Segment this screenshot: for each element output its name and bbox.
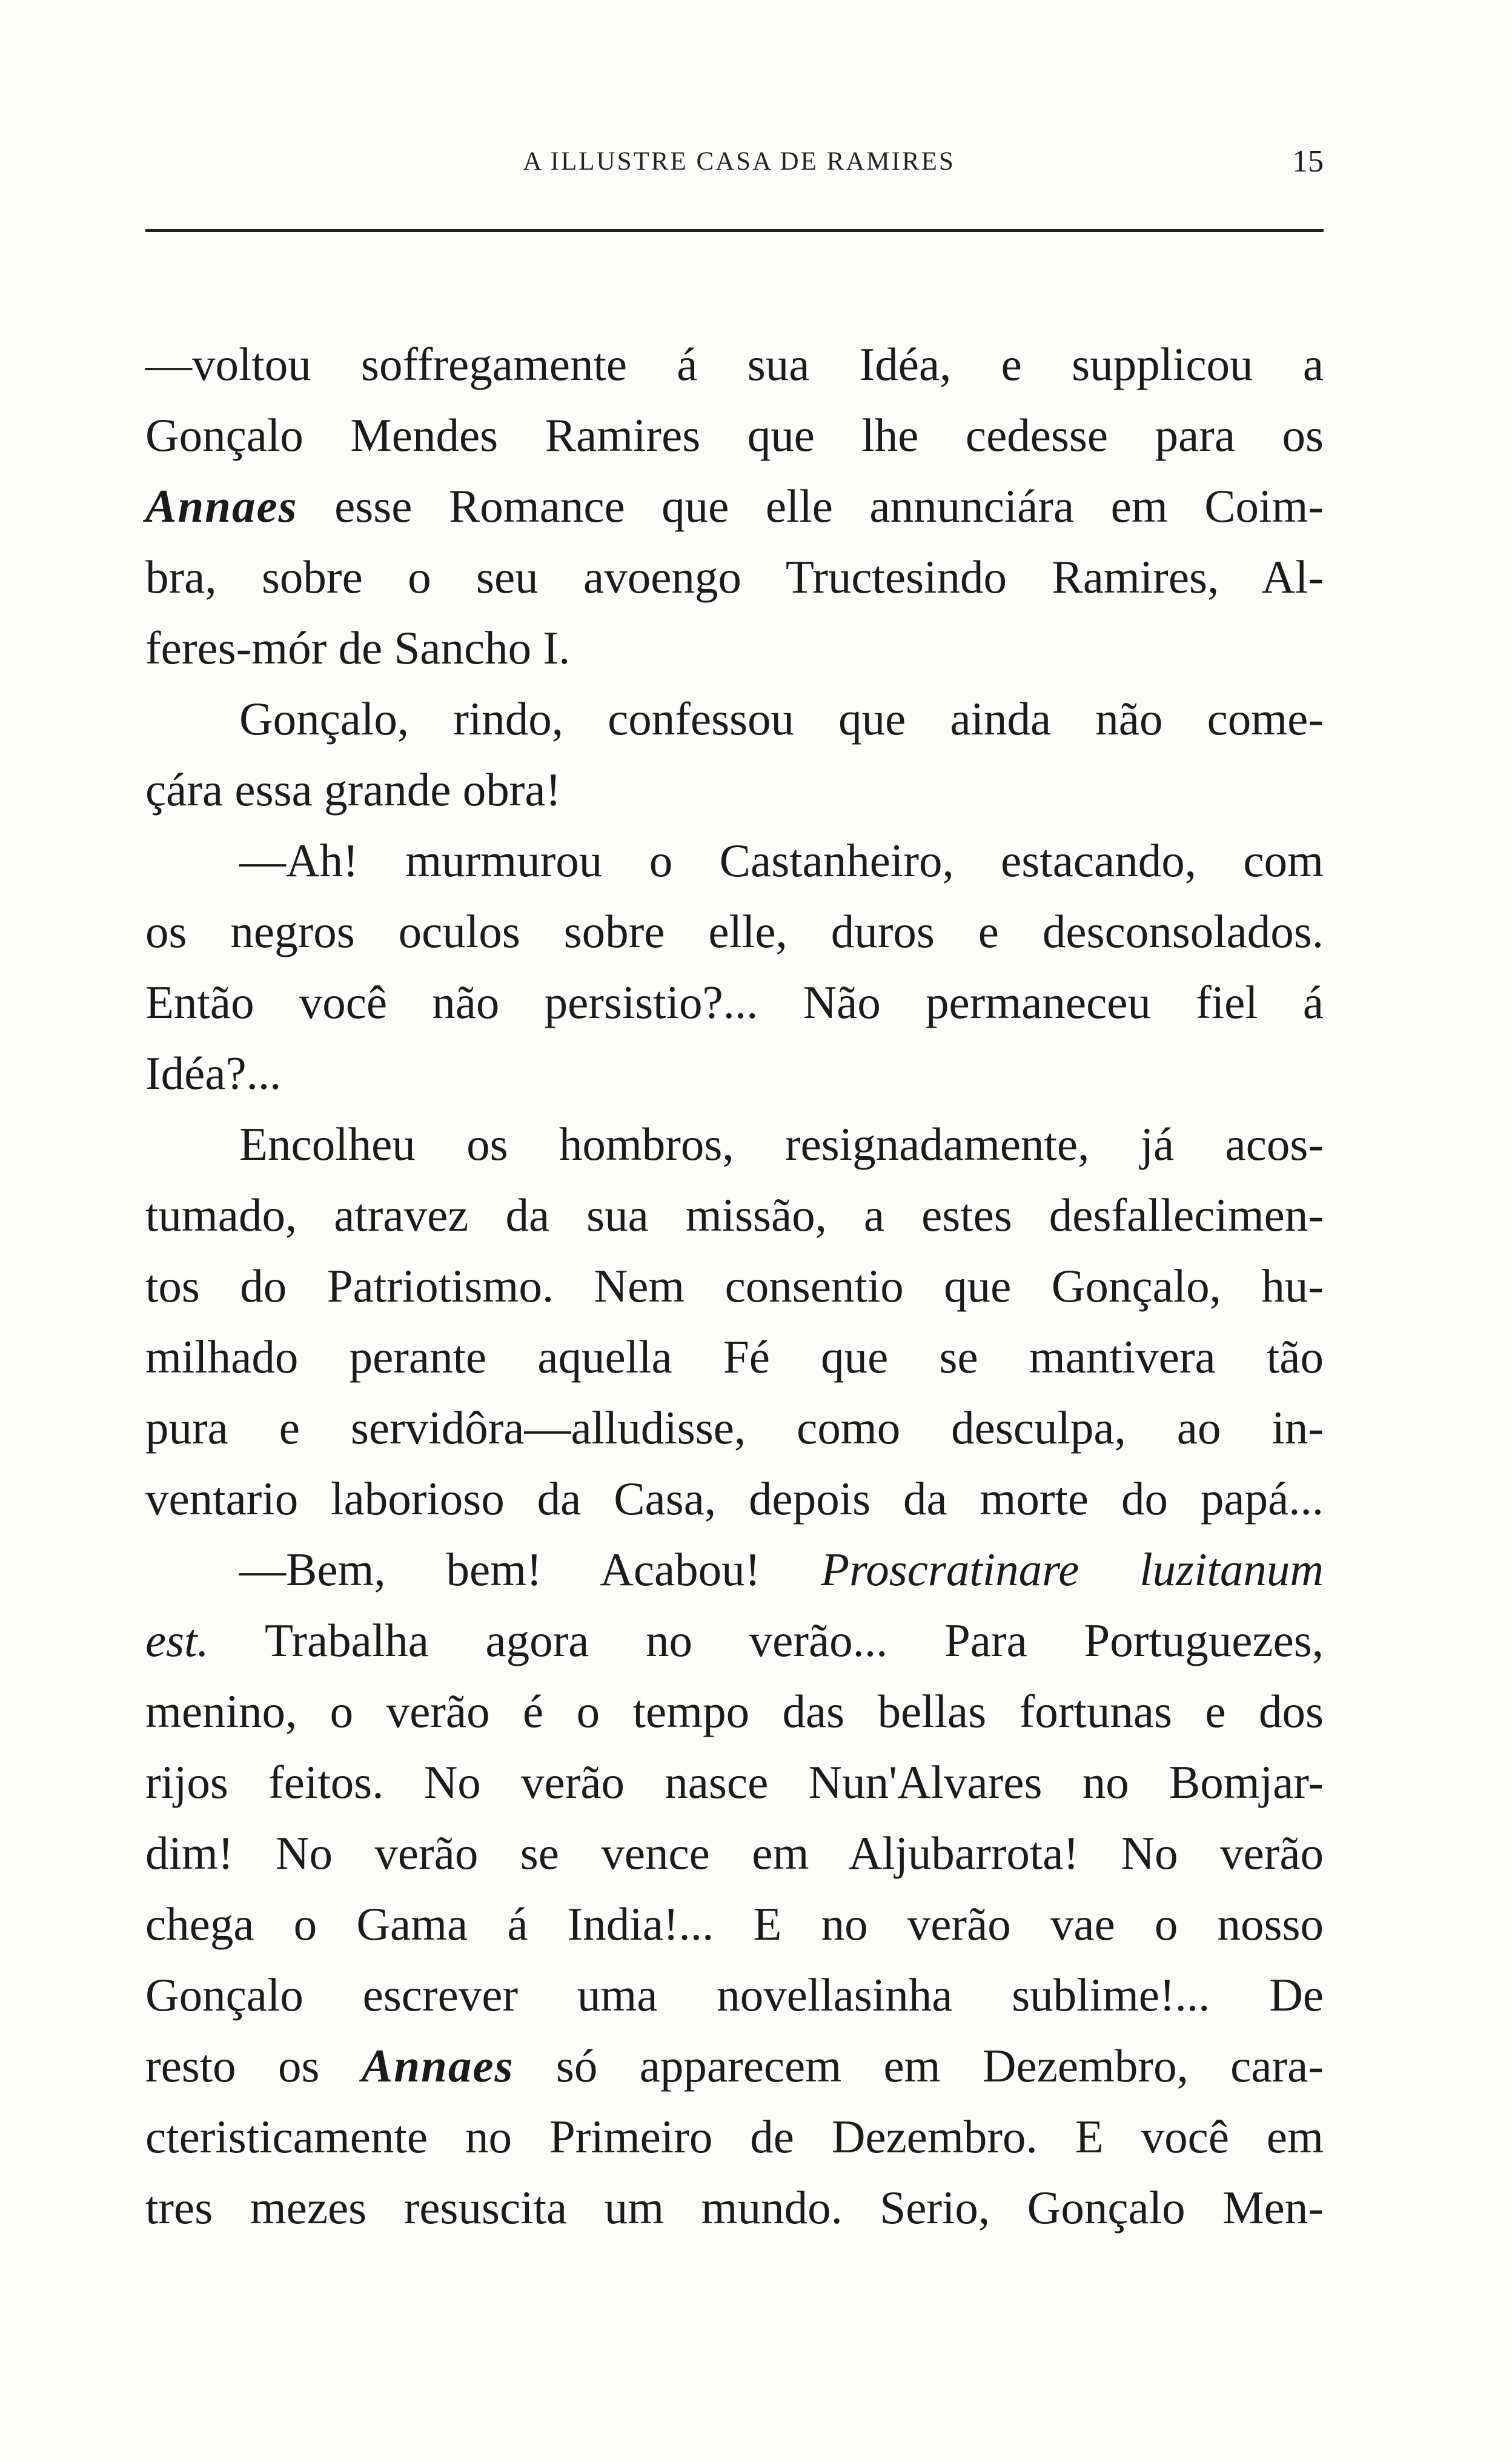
- text-line: Encolheu os hombros, resignadamente, já acos-: [239, 1118, 1324, 1170]
- text-line: —Ah! murmurou o Castanheiro, estacando, com: [239, 834, 1324, 887]
- text-line: [145, 1534, 1324, 1605]
- text-line: ventario laborioso da Casa, depois da morte do papá...: [145, 1472, 1324, 1525]
- text-run: só apparecem em Dezembro, cara-: [514, 2040, 1324, 2092]
- text-line: —voltou soffregamente á sua Idéa, e supplicou a: [145, 338, 1324, 390]
- text-line: tumado, atravez da sua missão, a estes desfallecimen-: [145, 1189, 1324, 1241]
- text-line: menino, o verão é o tempo das bellas fortunas e dos: [145, 1685, 1324, 1737]
- emphasis: est.: [145, 1614, 209, 1666]
- text-line: bra, sobre o seu avoengo Tructesindo Ramires, Al-: [145, 551, 1324, 603]
- text-run: esse Romance que elle annunciára em Coim-: [297, 480, 1324, 532]
- text-line: [145, 1605, 1324, 1676]
- text-line: os negros oculos sobre elle, duros e desconsolados.: [145, 905, 1324, 957]
- text-line: [145, 471, 1324, 542]
- text-line: [145, 2031, 1324, 2101]
- page-number: 15: [1292, 144, 1324, 179]
- emphasis: Annaes: [145, 480, 298, 532]
- text-line: Gonçalo, rindo, confessou que ainda não come-: [239, 693, 1324, 745]
- text-line: rijos feitos. No verão nasce Nun'Alvares no Bomjar-: [145, 1756, 1324, 1808]
- text-line: tres mezes resuscita um mundo. Serio, Gonçalo Men-: [145, 2181, 1324, 2234]
- text-line: tos do Patriotismo. Nem consentio que Gonçalo, hu-: [145, 1260, 1324, 1312]
- text-line: chega o Gama á India!... E no verão vae o nosso: [145, 1898, 1324, 1950]
- text-run: Trabalha agora no verão... Para Portuguezes,: [208, 1614, 1324, 1666]
- running-title: A ILLUSTRE CASA DE RAMIRES: [523, 147, 955, 176]
- header-rule: [145, 229, 1324, 232]
- text-run: resto os: [145, 2040, 362, 2092]
- text-line: milhado perante aquella Fé que se mantivera tão: [145, 1331, 1324, 1383]
- body-text: [145, 329, 1324, 2243]
- text-line: Gonçalo Mendes Ramires que lhe cedesse para os: [145, 409, 1324, 461]
- text-line: dim! No verão se vence em Aljubarrota! No verão: [145, 1827, 1324, 1879]
- text-line: çára essa grande obra!: [145, 764, 562, 816]
- text-line: cteristicamente no Primeiro de Dezembro. E você em: [145, 2111, 1324, 2163]
- text-line: Então você não persistio?... Não permaneceu fiel á: [145, 976, 1324, 1028]
- text-line: pura e servidôra—alludisse, como desculpa, ao in-: [145, 1402, 1324, 1454]
- text-line: feres-mór de Sancho I.: [145, 622, 571, 674]
- text-line: Gonçalo escrever uma novellasinha sublime!... De: [145, 1969, 1324, 2021]
- emphasis: Annaes: [361, 2040, 514, 2092]
- text-run: —Bem, bem! Acabou!: [239, 1543, 821, 1595]
- page-header: [145, 141, 1324, 183]
- text-line: Idéa?...: [145, 1047, 282, 1099]
- emphasis: Proscratinare luzitanum: [821, 1543, 1324, 1595]
